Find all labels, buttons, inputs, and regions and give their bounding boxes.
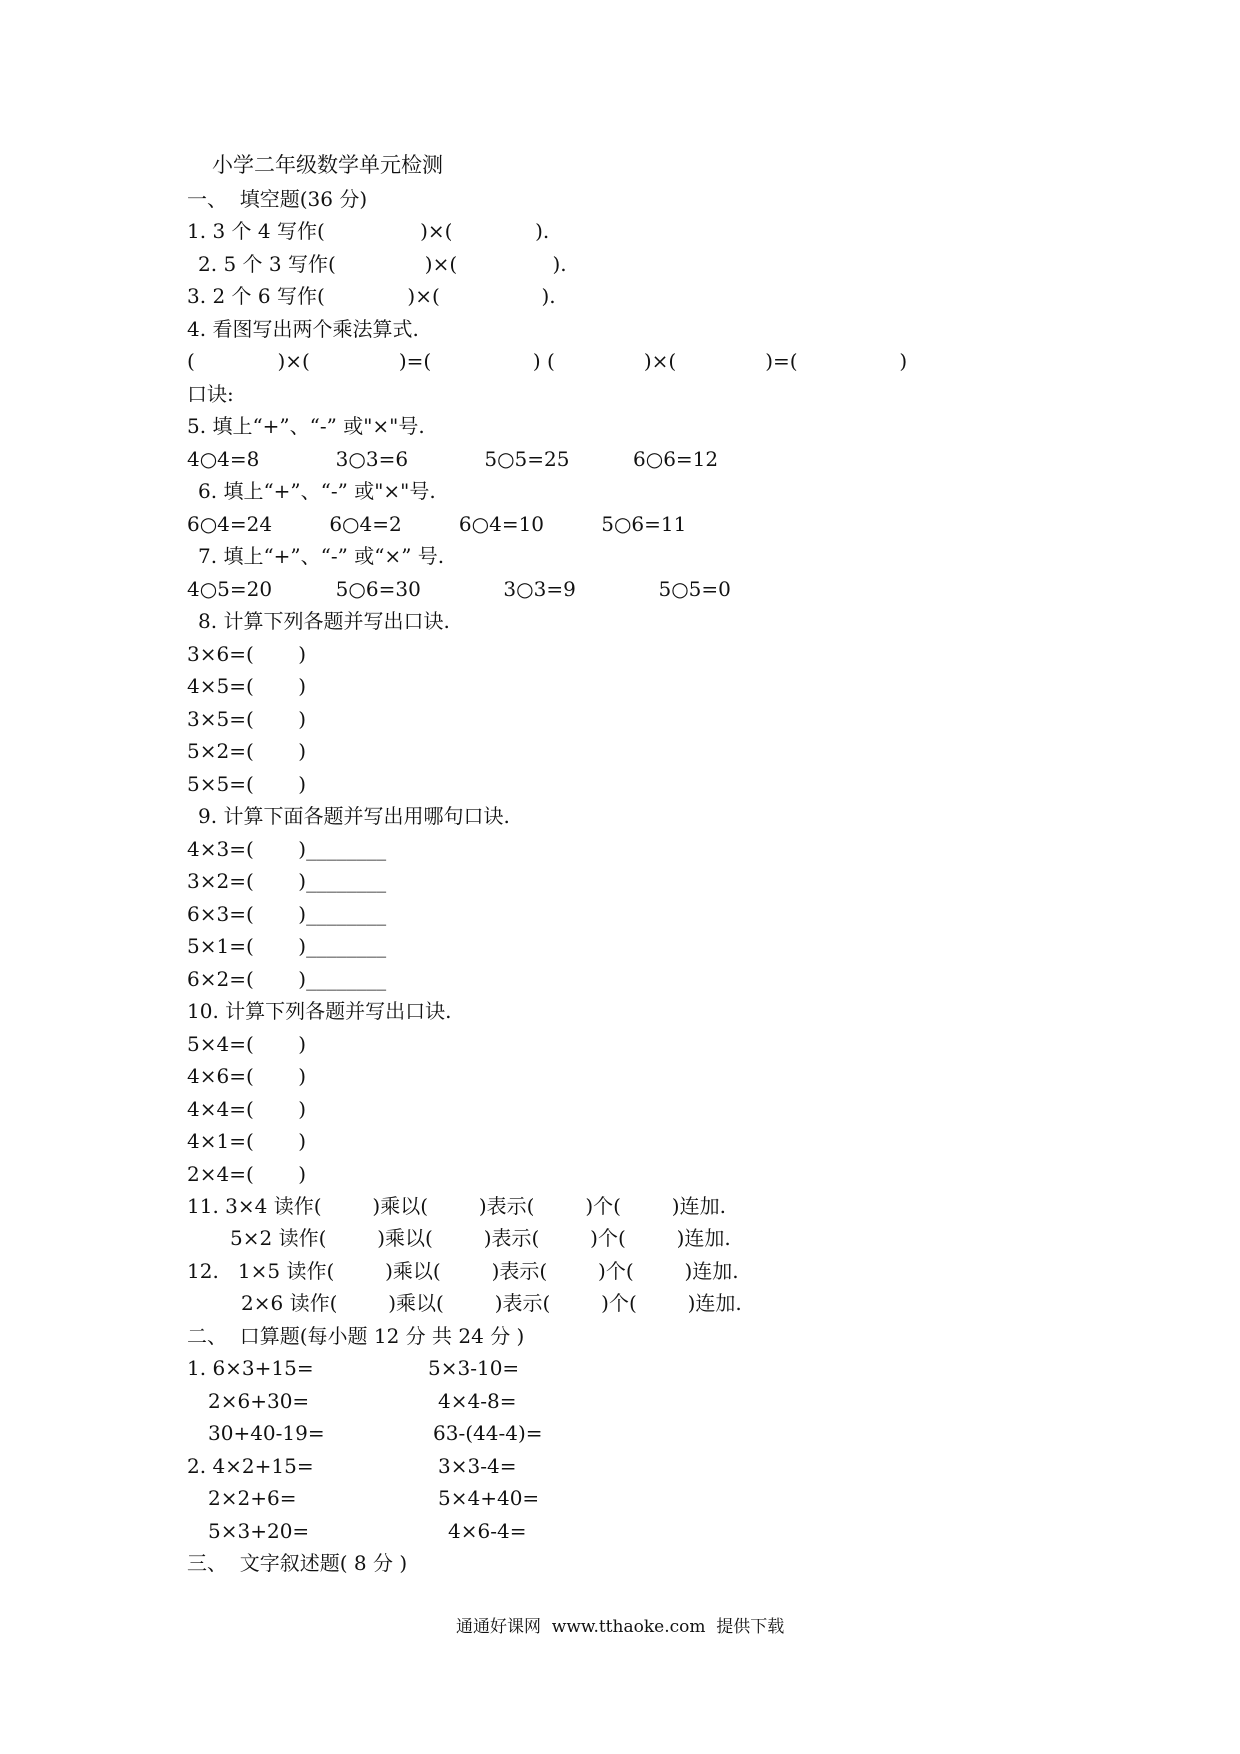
oral-calc-right: 5×4+40= [438,1486,540,1510]
q9-item: 6×2=( )________ [187,967,387,991]
q9-item: 5×1=( )________ [187,934,387,958]
section1-heading: 一、 填空题(36 分) [187,187,368,211]
q10-item: 4×4=( ) [187,1097,307,1121]
q10-item: 4×6=( ) [187,1064,307,1088]
oral-calc-right: 3×3-4= [438,1454,517,1478]
oral-calc-left: 2. 4×2+15= [187,1454,314,1478]
question-5-row: 4○4=8 3○3=6 5○5=25 6○6=12 [187,447,719,471]
question-9: 9. 计算下面各题并写出用哪句口诀. [198,804,510,828]
q10-item: 5×4=( ) [187,1032,307,1056]
question-11a: 11. 3×4 读作( )乘以( )表示( )个( )连加. [187,1194,726,1218]
q10-item: 2×4=( ) [187,1162,307,1186]
question-8: 8. 计算下列各题并写出口诀. [198,609,450,633]
question-12a: 12. 1×5 读作( )乘以( )表示( )个( )连加. [187,1259,739,1283]
question-11b: 5×2 读作( )乘以( )表示( )个( )连加. [230,1226,731,1250]
q8-item: 4×5=( ) [187,674,307,698]
oral-calc-left: 1. 6×3+15= [187,1356,314,1380]
page-footer: 通通好课网 www.tthaoke.com 提供下载 [456,1617,785,1637]
q9-item: 3×2=( )________ [187,869,387,893]
section2-heading: 二、 口算题(每小题 12 分 共 24 分 ) [187,1324,525,1348]
question-12b: 2×6 读作( )乘以( )表示( )个( )连加. [241,1291,742,1315]
question-4-koujue: 口诀: [187,382,234,406]
oral-calc-left: 2×2+6= [208,1486,297,1510]
oral-calc-right: 5×3-10= [428,1356,520,1380]
oral-calc-left: 5×3+20= [208,1519,310,1543]
q8-item: 5×5=( ) [187,772,307,796]
question-4-blanks: ( )×( )=( ) ( )×( )=( ) [187,349,908,373]
question-1: 1. 3 个 4 写作( )×( ). [187,219,550,243]
question-7: 7. 填上“+”、“-” 或“×” 号. [198,544,445,568]
question-5: 5. 填上“+”、“-” 或"×"号. [187,414,425,438]
question-4: 4. 看图写出两个乘法算式. [187,317,419,341]
question-2: 2. 5 个 3 写作( )×( ). [198,252,567,276]
oral-calc-right: 4×4-8= [438,1389,517,1413]
question-3: 3. 2 个 6 写作( )×( ). [187,284,556,308]
question-10: 10. 计算下列各题并写出口诀. [187,999,452,1023]
question-6-row: 6○4=24 6○4=2 6○4=10 5○6=11 [187,512,687,536]
oral-calc-left: 30+40-19= [208,1421,325,1445]
q9-item: 4×3=( )________ [187,837,387,861]
section3-heading: 三、 文字叙述题( 8 分 ) [187,1551,408,1575]
q8-item: 3×5=( ) [187,707,307,731]
oral-calc-right: 63-(44-4)= [433,1421,543,1445]
question-6: 6. 填上“+”、“-” 或"×"号. [198,479,436,503]
q8-item: 5×2=( ) [187,739,307,763]
question-7-row: 4○5=20 5○6=30 3○3=9 5○5=0 [187,577,731,601]
q10-item: 4×1=( ) [187,1129,307,1153]
q8-item: 3×6=( ) [187,642,307,666]
oral-calc-left: 2×6+30= [208,1389,310,1413]
page-title: 小学二年级数学单元检测 [212,153,443,177]
oral-calc-right: 4×6-4= [448,1519,527,1543]
q9-item: 6×3=( )________ [187,902,387,926]
